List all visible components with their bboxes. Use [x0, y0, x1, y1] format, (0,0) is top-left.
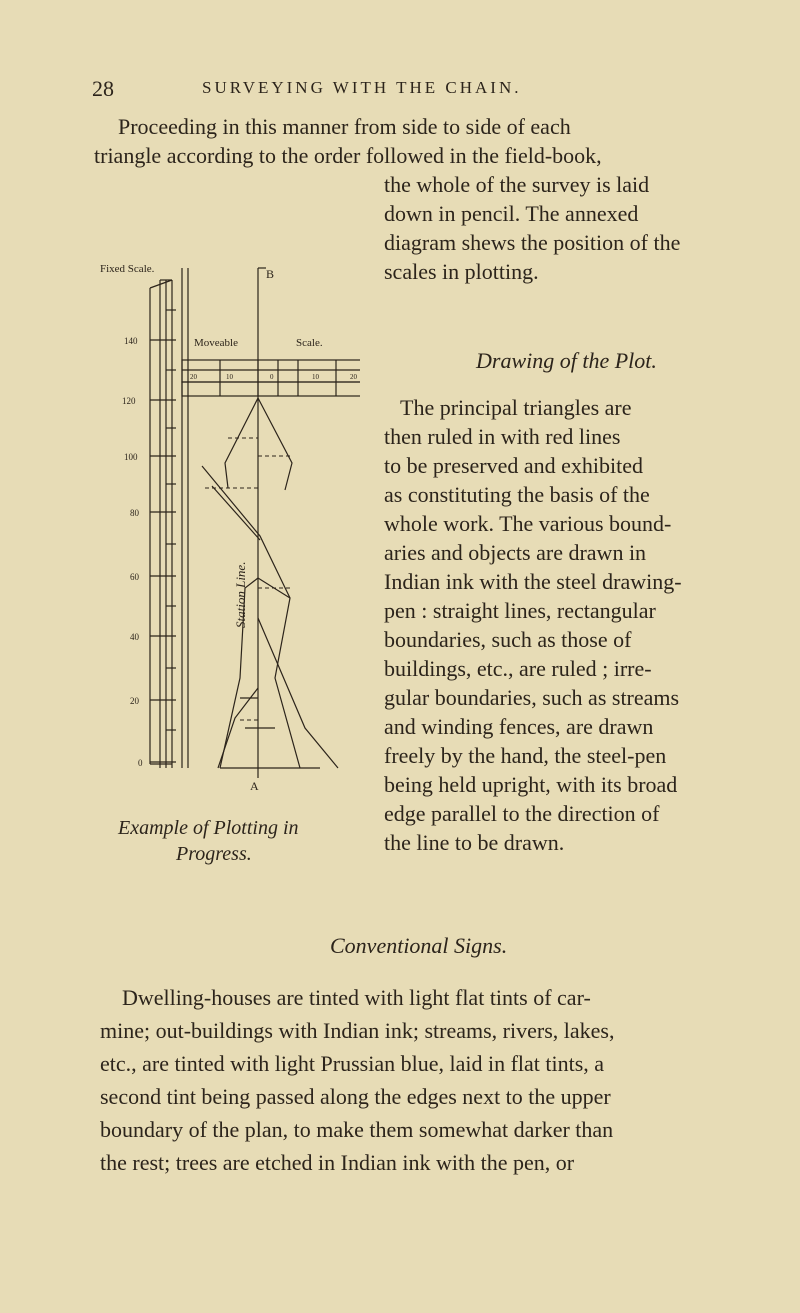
signs-line: etc., are tinted with light Prussian blue, laid in flat tints, a — [100, 1051, 605, 1076]
station-line-label: Station Line. — [233, 561, 248, 628]
section-heading-drawing: Drawing of the Plot. — [476, 348, 657, 373]
drawing-line: aries and objects are drawn in — [384, 540, 647, 565]
drawing-line: Indian ink with the steel drawing- — [384, 569, 682, 594]
fixed-scale-label: Fixed Scale. — [100, 263, 155, 275]
plot-line — [225, 398, 258, 488]
fixed-tick-label: 120 — [122, 396, 136, 406]
fixed-tick-label: 60 — [130, 572, 139, 582]
page-number: 28 — [92, 76, 114, 101]
movable-tick-label: 20 — [190, 373, 197, 381]
drawing-line: edge parallel to the direction of — [384, 801, 660, 826]
fixed-tick-label: 100 — [124, 452, 138, 462]
figure-caption: Example of Plotting in — [118, 817, 299, 839]
fixed-tick-label: 80 — [130, 508, 139, 518]
intro-line: down in pencil. The annexed — [384, 201, 639, 226]
fixed-tick-label: 0 — [138, 758, 143, 768]
movable-scale-lower — [182, 382, 360, 396]
drawing-line: buildings, etc., are ruled ; irre- — [384, 656, 652, 681]
running-title: SURVEYING WITH THE CHAIN. — [202, 78, 522, 97]
drawing-line: to be preserved and exhibited — [384, 453, 644, 478]
intro-line: Proceeding in this manner from side to side of each — [118, 114, 571, 139]
plotting-diagram — [100, 258, 360, 808]
fixed-scale-top — [150, 280, 172, 288]
signs-line: Dwelling-houses are tinted with light flat tints of car- — [122, 985, 591, 1010]
intro-line: triangle according to the order followed in the field-book, — [94, 143, 602, 168]
point-b-label: B — [266, 267, 275, 281]
intro-line: the whole of the survey is laid — [384, 172, 650, 197]
drawing-line: being held upright, with its broad — [384, 772, 678, 797]
movable-tick-label: 10 — [226, 373, 233, 381]
drawing-line: The principal triangles are — [400, 395, 632, 420]
drawing-line: pen : straight lines, rectangular — [384, 598, 656, 623]
drawing-line: whole work. The various bound- — [384, 511, 672, 536]
signs-line: the rest; trees are etched in Indian ink with the pen, or — [100, 1150, 575, 1175]
plot-line — [258, 398, 292, 490]
drawing-line: freely by the hand, the steel-pen — [384, 743, 667, 768]
signs-line: second tint being passed along the edges next to the upper — [100, 1084, 611, 1109]
section-heading-signs: Conventional Signs. — [330, 933, 508, 958]
page-header — [92, 76, 732, 106]
signs-line: mine; out-buildings with Indian ink; streams, rivers, lakes, — [100, 1018, 615, 1043]
figure-caption: Progress. — [176, 843, 252, 865]
movable-tick-label: 10 — [312, 373, 319, 381]
drawing-line: the line to be drawn. — [384, 830, 565, 855]
drawing-line: as constituting the basis of the — [384, 482, 650, 507]
movable-tick-label: 20 — [350, 373, 357, 381]
signs-line: boundary of the plan, to make them somewhat darker than — [100, 1117, 614, 1142]
drawing-line: and winding fences, are drawn — [384, 714, 654, 739]
fixed-tick-label: 20 — [130, 696, 139, 706]
plot-line — [258, 618, 338, 768]
fixed-tick-label: 140 — [124, 336, 138, 346]
drawing-line: gular boundaries, such as streams — [384, 685, 680, 710]
drawing-line: boundaries, such as those of — [384, 627, 632, 652]
intro-line: diagram shews the position of the — [384, 230, 681, 255]
movable-tick-label: 0 — [270, 373, 274, 381]
movable-label: Moveable — [194, 337, 238, 349]
drawing-line: then ruled in with red lines — [384, 424, 621, 449]
plot-line — [212, 486, 260, 540]
fixed-tick-label: 40 — [130, 632, 139, 642]
point-a-label: A — [250, 779, 259, 793]
intro-line: scales in plotting. — [384, 259, 539, 284]
plot-line — [258, 578, 300, 768]
scale-label: Scale. — [296, 337, 323, 349]
